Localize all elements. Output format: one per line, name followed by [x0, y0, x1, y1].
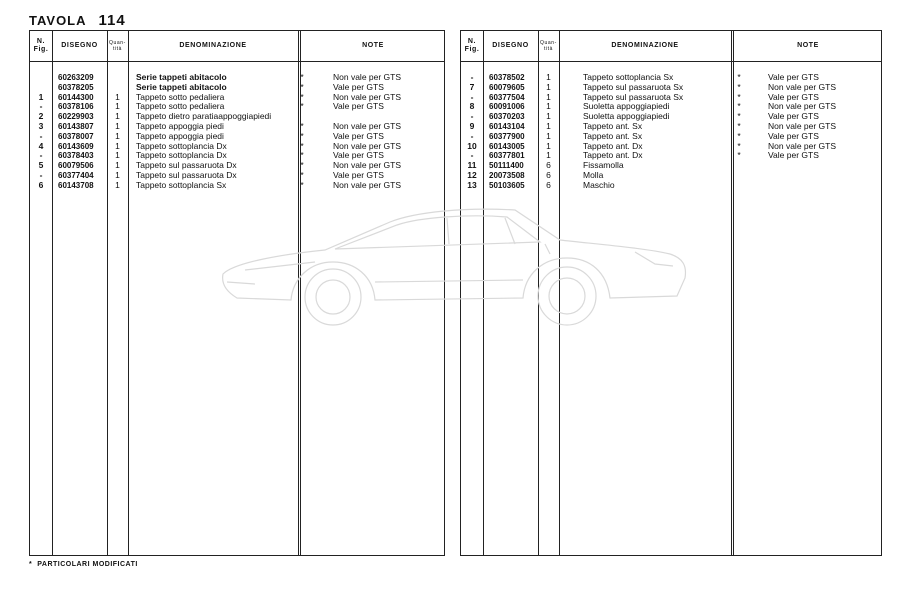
fig-number: 13: [467, 179, 477, 190]
part-code: 60378106: [58, 102, 94, 112]
quantity: 6: [546, 160, 551, 171]
fig-number: -: [39, 150, 43, 161]
fig-number: 9: [469, 120, 475, 131]
part-code: 60143708: [58, 180, 94, 190]
note: Non vale per GTS: [768, 140, 837, 151]
modified-star: *: [300, 120, 304, 131]
footnote-star: *: [29, 561, 33, 568]
note: Non vale per GTS: [333, 160, 402, 171]
fig-number: 12: [467, 169, 477, 180]
description: Suoletta appoggiapiedi: [583, 111, 670, 122]
modified-star: *: [300, 179, 304, 190]
part-code: 60143807: [58, 121, 94, 131]
note: Vale per GTS: [768, 91, 819, 102]
description: Molla: [583, 169, 604, 180]
description: Serie tappeti abitacolo: [136, 72, 227, 82]
description: Tappeto appoggia piedi: [136, 120, 224, 131]
note: Non vale per GTS: [768, 101, 837, 112]
modified-star: *: [737, 101, 741, 112]
fig-number: 7: [469, 81, 475, 92]
note: Non vale per GTS: [333, 120, 402, 131]
note: Vale per GTS: [768, 111, 819, 122]
note: Vale per GTS: [333, 150, 384, 161]
description: Tappeto sottoplancia Sx: [583, 72, 674, 82]
table-row: [30, 181, 444, 191]
modified-star: *: [737, 111, 741, 122]
note: Vale per GTS: [333, 169, 384, 180]
fig-number: 1: [38, 91, 44, 102]
quantity: 1: [546, 150, 551, 161]
quantity: 6: [546, 169, 551, 180]
modified-star: *: [737, 72, 741, 82]
description: Tappeto ant. Dx: [583, 150, 643, 161]
header-fig: N. Fig.: [33, 38, 49, 53]
part-code: 60377404: [58, 170, 94, 180]
fig-number: 2: [38, 111, 44, 122]
quantity: 1: [546, 120, 551, 131]
part-code: 60370203: [489, 112, 525, 122]
part-code: 60143104: [489, 121, 525, 131]
description: Tappeto appoggia piedi: [136, 130, 224, 141]
fig-number: 3: [38, 120, 44, 131]
header-notes: NOTE: [797, 42, 819, 49]
part-code: 50111400: [489, 161, 524, 171]
table-row: [461, 171, 881, 181]
footnote-text: PARTICOLARI MODIFICATI: [37, 561, 138, 568]
description: Tappeto sul passaruota Sx: [583, 91, 684, 102]
note: Non vale per GTS: [333, 72, 402, 82]
header-drawing: DISEGNO: [492, 42, 529, 49]
description: Tappeto sul passaruota Sx: [583, 81, 684, 92]
part-code: 60079506: [58, 161, 94, 171]
note: Vale per GTS: [333, 101, 384, 112]
fig-number: -: [470, 111, 474, 122]
table-row: [461, 181, 881, 191]
description: Tappeto sotto pedaliera: [136, 91, 225, 102]
note: Vale per GTS: [768, 72, 819, 82]
part-code: 60377504: [489, 92, 525, 102]
rows-right: [461, 73, 881, 191]
modified-star: *: [300, 101, 304, 112]
quantity: 1: [546, 72, 551, 82]
part-code: 60378403: [58, 151, 94, 161]
note: Vale per GTS: [768, 130, 819, 141]
description: Tappeto sul passaruota Dx: [136, 169, 237, 180]
page-title: [29, 12, 126, 29]
description: Tappeto sottoplancia Dx: [136, 140, 227, 151]
table-row: [461, 151, 881, 161]
quantity: 1: [115, 111, 120, 122]
quantity: 6: [546, 179, 551, 190]
part-code: 60378205: [58, 82, 94, 92]
quantity: 1: [546, 130, 551, 141]
note: Vale per GTS: [333, 130, 384, 141]
description: Tappeto ant. Sx: [583, 130, 643, 141]
fig-number: -: [39, 130, 43, 141]
part-code: 60091006: [489, 102, 525, 112]
quantity: 1: [115, 179, 120, 190]
part-code: 60263209: [58, 73, 94, 82]
quantity: 1: [115, 140, 120, 151]
description: Tappeto sotto pedaliera: [136, 101, 225, 112]
description: Tappeto ant. Dx: [583, 140, 643, 151]
description: Tappeto sottoplancia Dx: [136, 150, 227, 161]
fig-number: -: [470, 91, 474, 102]
rows-left: [30, 73, 444, 191]
modified-star: *: [300, 81, 304, 92]
quantity: 1: [115, 160, 120, 171]
description: Serie tappeti abitacolo: [136, 81, 227, 92]
quantity: 1: [546, 111, 551, 122]
note: Vale per GTS: [333, 81, 384, 92]
modified-star: *: [737, 91, 741, 102]
table-row: [461, 161, 881, 171]
part-code: 20073508: [489, 170, 525, 180]
part-code: 60079605: [489, 82, 525, 92]
note: Non vale per GTS: [333, 140, 402, 151]
fig-number: 6: [38, 179, 44, 190]
modified-star: *: [737, 150, 741, 161]
header-qty: Quan-tità: [540, 40, 557, 52]
part-code: 60143609: [58, 141, 94, 151]
part-code: 60377900: [489, 131, 525, 141]
car-illustration: [215, 192, 695, 332]
modified-star: *: [737, 81, 741, 92]
quantity: 1: [546, 81, 551, 92]
footnote: [29, 561, 138, 568]
description: Tappeto sottoplancia Sx: [136, 179, 227, 190]
description: Maschio: [583, 179, 615, 190]
part-code: 50103605: [489, 180, 525, 190]
modified-star: *: [300, 169, 304, 180]
description: Fissamolla: [583, 160, 624, 171]
fig-number: -: [39, 169, 43, 180]
fig-number: -: [470, 130, 474, 141]
part-code: 60144300: [58, 92, 94, 102]
quantity: 1: [115, 130, 120, 141]
header-drawing: DISEGNO: [61, 42, 98, 49]
modified-star: *: [300, 160, 304, 171]
quantity: 1: [546, 101, 551, 112]
part-code: 60377801: [489, 151, 525, 161]
fig-number: -: [470, 72, 474, 82]
description: Tappeto dietro paratiaappoggiapiedi: [136, 111, 272, 122]
fig-number: 4: [38, 140, 44, 151]
part-code: 60378007: [58, 131, 94, 141]
note: Vale per GTS: [768, 150, 819, 161]
quantity: 1: [115, 101, 120, 112]
modified-star: *: [300, 130, 304, 141]
quantity: 1: [115, 91, 120, 102]
note: Non vale per GTS: [768, 120, 837, 131]
part-code: 60143005: [489, 141, 525, 151]
fig-number: -: [39, 101, 43, 112]
quantity: 1: [115, 169, 120, 180]
modified-star: *: [737, 130, 741, 141]
modified-star: *: [300, 140, 304, 151]
fig-number: -: [470, 150, 474, 161]
quantity: 1: [546, 140, 551, 151]
note: Non vale per GTS: [333, 91, 402, 102]
modified-star: *: [737, 120, 741, 131]
quantity: 1: [115, 120, 120, 131]
part-code: 60378502: [489, 73, 525, 82]
modified-star: *: [737, 140, 741, 151]
fig-number: 5: [38, 160, 44, 171]
fig-number: 8: [469, 101, 475, 112]
fig-number: 10: [467, 140, 477, 151]
note: Non vale per GTS: [333, 179, 402, 190]
quantity: 1: [115, 150, 120, 161]
description: Suoletta appoggiapiedi: [583, 101, 670, 112]
modified-star: *: [300, 72, 304, 82]
header-qty: Quan-tità: [109, 40, 126, 52]
header-description: DENOMINAZIONE: [611, 42, 679, 49]
header-fig: N. Fig.: [464, 38, 480, 53]
fig-number: 11: [467, 160, 477, 171]
modified-star: *: [300, 150, 304, 161]
modified-star: *: [300, 91, 304, 102]
header-description: DENOMINAZIONE: [179, 42, 247, 49]
quantity: 1: [546, 91, 551, 102]
description: Tappeto sul passaruota Dx: [136, 160, 237, 171]
header-notes: NOTE: [362, 42, 384, 49]
page-number: 114: [98, 12, 126, 29]
description: Tappeto ant. Sx: [583, 120, 643, 131]
page-label: TAVOLA: [29, 13, 87, 28]
note: Non vale per GTS: [768, 81, 837, 92]
part-code: 60229903: [58, 112, 94, 122]
